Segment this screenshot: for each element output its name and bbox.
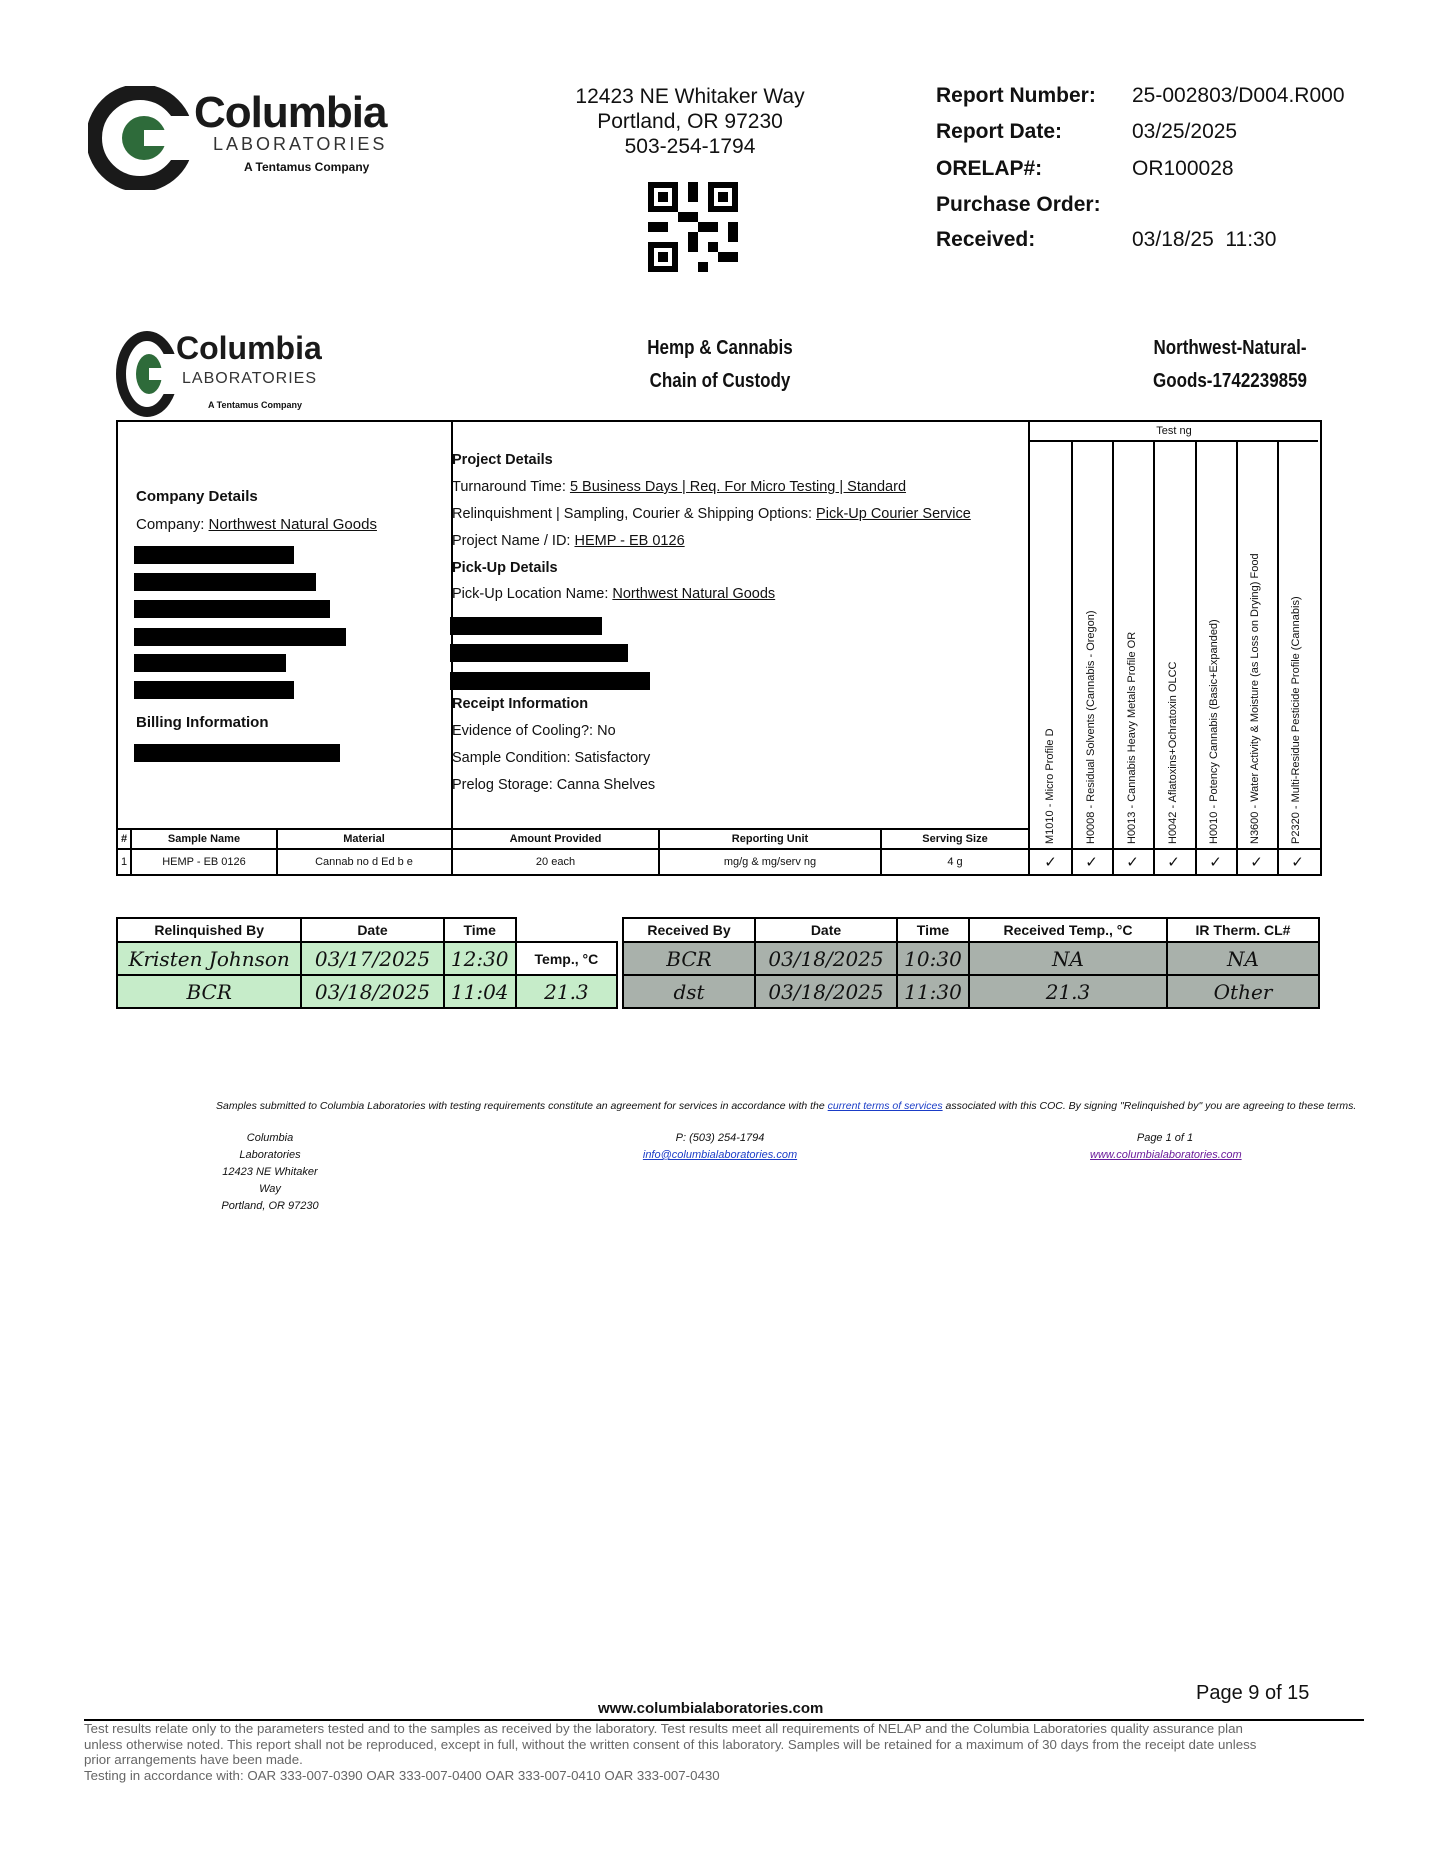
company-name: Northwest Natural Goods — [208, 516, 377, 533]
terms-address-line-3: Portland, OR 97230 — [221, 1200, 319, 1212]
project-name-label: Project Name / ID: — [452, 533, 571, 549]
received-temp: 21.3 — [969, 975, 1167, 1008]
columbia-logo-small-icon — [116, 330, 178, 418]
received-time: 10:30 — [897, 942, 969, 975]
turnaround-label: Turnaround Time: — [452, 479, 566, 495]
report-date-label: Report Date: — [936, 120, 1063, 143]
pickup-location-line — [452, 586, 775, 602]
received-time: 11:30 — [897, 975, 969, 1008]
coc-logo-sub: LABORATORIES — [182, 370, 317, 387]
sample-unit: mg/g & mg/serv ng — [723, 856, 817, 868]
sample-amount: 20 each — [535, 856, 576, 868]
test-column-divider — [1277, 440, 1279, 876]
client-id-line-2: Goods-1742239859 — [1152, 370, 1308, 392]
relinquished-table — [116, 917, 618, 1009]
received-datetime: 03/18/25 11:30 — [1132, 228, 1277, 251]
test-checkmark: ✓ — [1291, 854, 1304, 871]
relinquished-by-signature: BCR — [117, 975, 301, 1008]
relinquished-temp: 21.3 — [516, 975, 617, 1008]
address-line-2: Portland, OR 97230 — [597, 110, 783, 133]
terms-text — [216, 1100, 1357, 1112]
redaction-bar — [134, 600, 330, 618]
client-id-line-1: Northwest-Natural- — [1153, 337, 1307, 359]
redaction-bar — [134, 744, 340, 762]
test-column-divider — [1236, 440, 1238, 876]
terms-post: associated with this COC. By signing "Relinquished by" you are agreeing to these terms. — [945, 1100, 1357, 1112]
received-by-header: Received By — [623, 918, 755, 942]
test-checkmark: ✓ — [1126, 854, 1139, 871]
sample-name: HEMP - EB 0126 — [162, 856, 246, 868]
relinquishment-line — [452, 506, 971, 522]
test-column-label: M1010 - Micro Profile D — [1044, 728, 1056, 844]
relinquishment-label: Relinquishment | Sampling, Courier & Shipping Options: — [452, 506, 813, 522]
pickup-details-label: Pick-Up Details — [452, 560, 558, 576]
test-column-divider — [1112, 440, 1114, 876]
received-by-signature: dst — [623, 975, 755, 1008]
testing-label: Test ng — [1156, 425, 1192, 437]
relinquished-by-header: Relinquished By — [117, 918, 301, 942]
test-column-divider — [1195, 440, 1197, 876]
coc-title — [635, 332, 805, 398]
report-number-label: Report Number: — [936, 84, 1096, 107]
redaction-bar — [450, 672, 650, 690]
received-date: 03/18/2025 — [755, 942, 897, 975]
terms-address-line-1: Columbia Laboratories — [239, 1132, 301, 1161]
terms-address-line-2: 12423 NE Whitaker Way — [222, 1166, 318, 1195]
testing-accordance: Testing in accordance with: OAR 333-007-0390 OAR 333-007-0400 OAR 333-007-0410 OAR 333-007-0430 — [84, 1767, 720, 1783]
terms-page-web — [1090, 1130, 1240, 1164]
relinquished-date: 03/18/2025 — [301, 975, 443, 1008]
relinquished-date-header: Date — [301, 918, 443, 942]
report-number: 25-002803/D004.R000 — [1132, 84, 1345, 107]
company-line — [136, 516, 377, 533]
relinquished-time: 11:04 — [444, 975, 516, 1008]
company-label: Company: — [136, 516, 205, 533]
sample-header-name: Sample Name — [167, 833, 241, 845]
test-column-divider — [1071, 440, 1073, 876]
test-column-divider — [1153, 440, 1155, 876]
coc-title-line-2: Chain of Custody — [649, 370, 791, 392]
terms-web-link[interactable]: www.columbialaboratories.com — [1090, 1149, 1242, 1161]
sample-header-material: Material — [343, 833, 385, 845]
orelap-number: OR100028 — [1132, 157, 1234, 180]
received-label: Received: — [936, 228, 1036, 251]
billing-label: Billing Information — [136, 714, 269, 731]
test-column-label: H0013 - Cannabis Heavy Metals Profile OR — [1126, 631, 1138, 844]
footer-disclaimer — [84, 1721, 1374, 1783]
test-column-label: H0042 - Aflatoxins+Ochratoxin OLCC — [1167, 661, 1179, 844]
footer-website: www.columbialaboratories.com — [598, 1700, 824, 1717]
received-temp-header: Received Temp., °C — [969, 918, 1167, 942]
redaction-bar — [134, 628, 346, 646]
project-details-label: Project Details — [452, 452, 553, 468]
terms-pre: Samples submitted to Columbia Laboratories with testing requirements constitute an agreement for services in accordance with the — [216, 1100, 825, 1112]
logo-name: Columbia — [194, 88, 387, 137]
coc-divider-tests — [1028, 420, 1030, 876]
sample-num: 1 — [120, 856, 128, 868]
test-checkmark: ✓ — [1167, 854, 1180, 871]
terms-page: Page 1 of 1 — [1136, 1132, 1194, 1144]
sample-header-unit: Reporting Unit — [731, 833, 809, 845]
relinquished-by-signature: Kristen Johnson — [117, 942, 301, 975]
redaction-bar — [450, 644, 628, 662]
received-table — [622, 917, 1320, 1009]
project-name-line — [452, 533, 685, 549]
terms-phone: P: (503) 254-1794 — [675, 1132, 765, 1144]
redaction-bar — [134, 654, 286, 672]
redaction-bar — [134, 546, 294, 564]
test-checkmark: ✓ — [1209, 854, 1222, 871]
test-checkmark: ✓ — [1085, 854, 1098, 871]
sample-condition: Sample Condition: Satisfactory — [452, 750, 651, 766]
redaction-bar — [134, 573, 316, 591]
report-date: 03/25/2025 — [1132, 120, 1238, 143]
turnaround-value: 5 Business Days | Req. For Micro Testing | Standard — [569, 479, 907, 495]
received-date-header: Date — [755, 918, 897, 942]
coc-logo-name: Columbia — [176, 330, 322, 366]
coc-title-line-1: Hemp & Cannabis — [647, 337, 793, 359]
terms-email-link[interactable]: info@columbialaboratories.com — [642, 1149, 798, 1161]
client-id — [1128, 332, 1332, 398]
received-by-signature: BCR — [623, 942, 755, 975]
test-checkmark: ✓ — [1044, 854, 1057, 871]
lab-address — [540, 84, 840, 159]
pickup-location-value: Northwest Natural Goods — [612, 586, 776, 602]
page-number: Page 9 of 15 — [1196, 1682, 1310, 1704]
company-details-label: Company Details — [136, 488, 258, 505]
columbia-logo-icon — [88, 86, 193, 190]
redaction-bar — [134, 681, 294, 699]
relinquished-date: 03/17/2025 — [301, 942, 443, 975]
received-date: 03/18/2025 — [755, 975, 897, 1008]
ir-therm: Other — [1167, 975, 1319, 1008]
disclaimer-line-3: prior arrangements have been made. — [84, 1752, 303, 1767]
turnaround-line — [452, 479, 906, 495]
address-line-1: 12423 NE Whitaker Way — [575, 85, 805, 108]
coc-logo — [116, 330, 322, 420]
test-column-label: H0008 - Residual Solvents (Cannabis - Oregon) — [1085, 610, 1097, 844]
terms-link[interactable]: current terms of services — [827, 1100, 943, 1112]
header-logo — [88, 86, 408, 190]
terms-address — [220, 1130, 320, 1215]
sample-header-num: # — [120, 833, 128, 845]
terms-contact — [640, 1130, 800, 1164]
address-line-3: 503-254-1794 — [624, 135, 756, 158]
relinquishment-value: Pick-Up Courier Service — [816, 506, 971, 522]
ir-therm: NA — [1167, 942, 1319, 975]
logo-tag: A Tentamus Company — [244, 160, 370, 174]
coc-logo-tag: A Tentamus Company — [208, 400, 303, 410]
orelap-label: ORELAP#: — [936, 157, 1043, 180]
purchase-order-label: Purchase Order: — [936, 193, 1101, 216]
test-column-label: P2320 - Multi-Residue Pesticide Profile (Cannabis) — [1290, 596, 1302, 844]
temp-label: Temp., °C — [516, 942, 617, 975]
receipt-info-label: Receipt Information — [452, 696, 589, 712]
sample-header-serving: Serving Size — [922, 833, 988, 845]
sample-serving: 4 g — [947, 856, 963, 868]
logo-sub: LABORATORIES — [213, 134, 388, 154]
sample-header-amount: Amount Provided — [509, 833, 602, 845]
disclaimer-line-1: Test results relate only to the parameters tested and to the samples as received by the laboratory. Test results meet all requirements of NELAP and the Columbia Laboratories quality assurance plan — [84, 1721, 1243, 1736]
test-column-label: H0010 - Potency Cannabis (Basic+Expanded) — [1208, 619, 1220, 844]
received-temp: NA — [969, 942, 1167, 975]
redaction-bar — [450, 617, 602, 635]
test-checkmark: ✓ — [1250, 854, 1263, 871]
prelog-storage: Prelog Storage: Canna Shelves — [452, 777, 656, 793]
disclaimer-line-2: unless otherwise noted. This report shall not be reproduced, except in full, without the written consent of this laboratory. Samples will be retained for a maximum of 30 days from the receipt date unless — [84, 1736, 1257, 1752]
cooling-evidence: Evidence of Cooling?: No — [452, 723, 616, 739]
qr-code-icon — [648, 182, 738, 272]
pickup-location-label: Pick-Up Location Name: — [452, 586, 609, 602]
sample-material: Cannab no d Ed b e — [315, 856, 413, 868]
project-name-value: HEMP - EB 0126 — [574, 533, 685, 549]
relinquished-time-header: Time — [444, 918, 516, 942]
received-time-header: Time — [897, 918, 969, 942]
test-column-label: N3600 - Water Activity & Moisture (as Loss on Drying) Food — [1249, 553, 1261, 844]
relinquished-time: 12:30 — [444, 942, 516, 975]
ir-therm-header: IR Therm. CL# — [1167, 918, 1319, 942]
